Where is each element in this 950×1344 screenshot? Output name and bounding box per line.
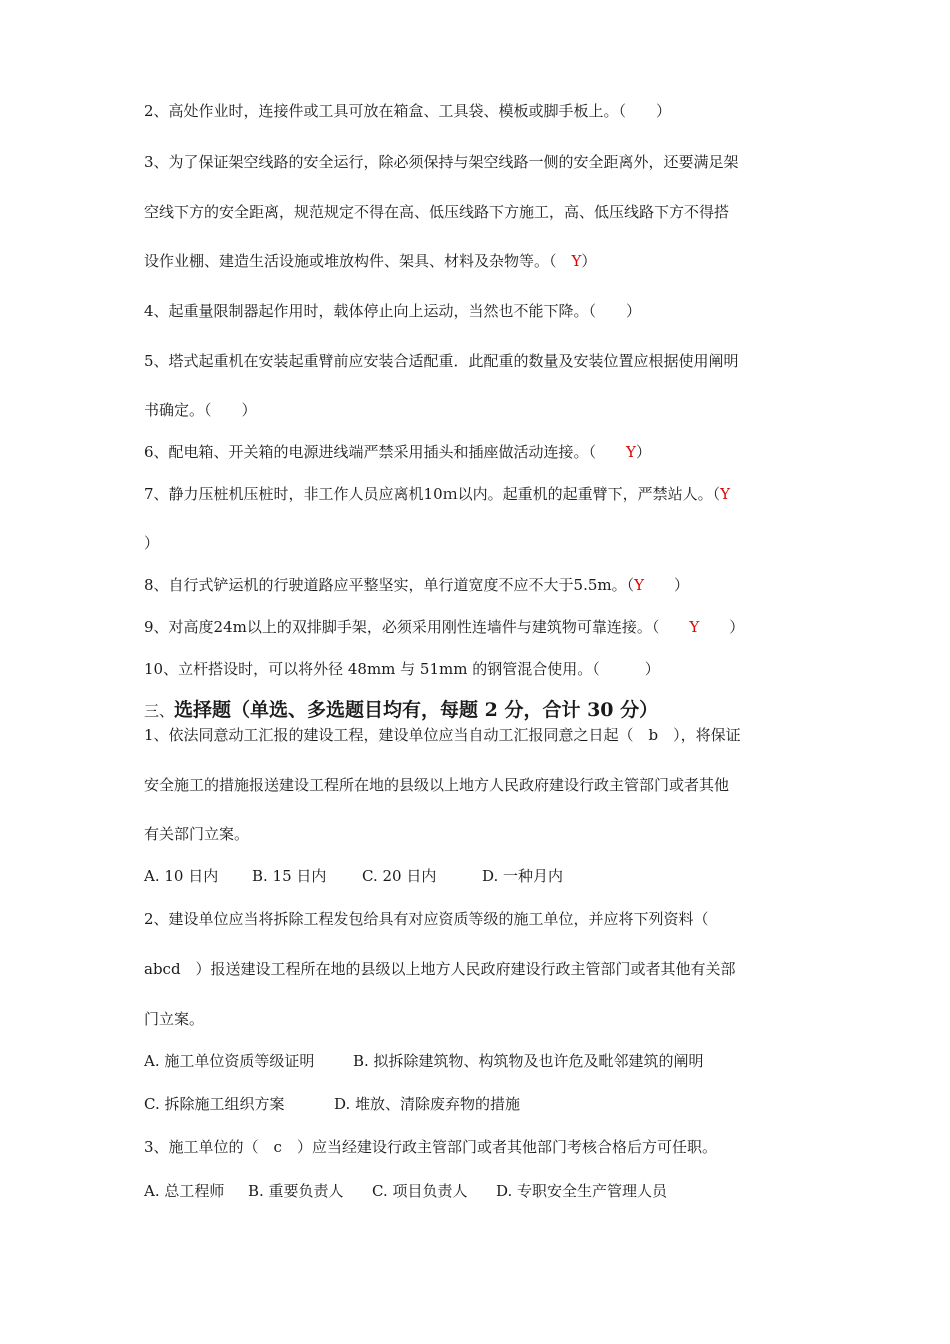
tf-question-9-close: ） (699, 618, 745, 636)
tf-question-7-line-1 (144, 484, 730, 504)
mc-question-1-option-a: A. 10 日内 (144, 867, 219, 885)
tf-question-6-text: 6、配电箱、开关箱的电源进线端严禁采用插头和插座做活动连接。（ (144, 443, 627, 461)
tf-question-3-line-2: 空线下方的安全距离，规范规定不得在高、低压线路下方施工，高、低压线路下方不得搭 (144, 203, 730, 221)
tf-question-5-line-1: 5、塔式起重机在安装起重臂前应安装合适配重．此配重的数量及安装位置应根据使用阐明 (144, 352, 739, 370)
mc-question-1-options (144, 866, 563, 886)
tf-question-6 (144, 442, 651, 462)
mc-question-3: 3、施工单位的（ c ）应当经建设行政主管部门或者其他部门考核合格后方可任职。 (144, 1138, 717, 1156)
tf-question-3-close: ） (581, 252, 597, 270)
section-3-title: 选择题（单选、多选题目均有，每题 2 分，合计 30 分） (174, 699, 659, 721)
mc-question-1-option-d: D. 一种月内 (482, 867, 564, 885)
tf-question-9-text: 9、对高度24m以上的双排脚手架，必须采用刚性连墙件与建筑物可靠连接。（ (144, 618, 690, 636)
section-3-heading (144, 698, 658, 722)
mc-question-2-option-c: C. 拆除施工组织方案 (144, 1095, 285, 1113)
mc-question-2-option-d: D. 堆放、清除废弃物的措施 (334, 1095, 521, 1113)
tf-question-5-line-2: 书确定。（ ） (144, 401, 257, 419)
mc-question-2-options-row-1 (144, 1051, 704, 1071)
mc-question-3-option-b: B. 重要负责人 (248, 1182, 344, 1200)
mc-question-2-line-2: abcd ）报送建设工程所在地的县级以上地方人民政府建设行政主管部门或者其他有关部 (144, 960, 736, 978)
tf-question-8 (144, 575, 689, 595)
tf-question-6-answer: Y (626, 443, 636, 461)
mc-question-1-line-2: 安全施工的措施报送建设工程所在地的县级以上地方人民政府建设行政主管部门或者其他 (144, 776, 730, 794)
tf-question-7-close: ） (144, 534, 160, 552)
mc-question-2-line-1: 2、建设单位应当将拆除工程发包给具有对应资质等级的施工单位，并应将下列资料（ (144, 910, 709, 928)
mc-question-2-options-row-2 (144, 1094, 520, 1114)
mc-question-1-line-1: 1、依法同意动工汇报的建设工程，建设单位应当自动工汇报同意之日起（ b ），将保证 (144, 726, 741, 744)
mc-question-1-option-c: C. 20 日内 (362, 867, 437, 885)
mc-question-2-option-a: A. 施工单位资质等级证明 (144, 1052, 315, 1070)
tf-question-9 (144, 617, 744, 637)
tf-question-8-answer: Y (634, 576, 645, 594)
tf-question-10: 10、立杆搭设时，可以将外径 48mm 与 51mm 的钢管混合使用。（ ） (144, 660, 660, 678)
tf-question-3-line-1: 3、为了保证架空线路的安全运行，除必须保持与架空线路一侧的安全距离外，还要满足架 (144, 153, 739, 171)
tf-question-7-answer: Y (720, 485, 731, 503)
tf-question-4: 4、起重量限制器起作用时，载体停止向上运动，当然也不能下降。（ ） (144, 302, 642, 320)
mc-question-1-option-b: B. 15 日内 (252, 867, 327, 885)
mc-question-3-option-d: D. 专职安全生产管理人员 (496, 1182, 668, 1200)
tf-question-3-text: 设作业棚、建造生活设施或堆放构件、架具、材料及杂物等。（ (144, 252, 572, 270)
tf-question-7-text: 7、静力压桩机压桩时，非工作人员应离机10ｍ以内。起重机的起重臂下，严禁站人。（ (144, 485, 721, 503)
tf-question-3-answer: Y (571, 252, 582, 270)
mc-question-3-option-c: C. 项目负责人 (372, 1182, 468, 1200)
mc-question-2-option-b: B. 拟拆除建筑物、构筑物及也许危及毗邻建筑的阐明 (353, 1052, 704, 1070)
mc-question-3-option-a: A. 总工程师 (144, 1182, 225, 1200)
tf-question-2: 2、高处作业时，连接件或工具可放在箱盒、工具袋、模板或脚手板上。（ ） (144, 102, 672, 120)
mc-question-3-options (144, 1181, 667, 1201)
mc-question-1-line-3: 有关部门立案。 (144, 825, 250, 843)
tf-question-8-text: 8、自行式铲运机的行驶道路应平整坚实，单行道宽度不应不大于5.5m。（ (144, 576, 635, 594)
tf-question-6-close: ） (635, 443, 651, 461)
mc-question-2-line-3: 门立案。 (144, 1010, 205, 1028)
tf-question-9-answer: Y (689, 618, 700, 636)
tf-question-8-close: ） (644, 576, 690, 594)
tf-question-3-line-3 (144, 251, 596, 271)
section-3-number: 三、 (144, 702, 175, 720)
